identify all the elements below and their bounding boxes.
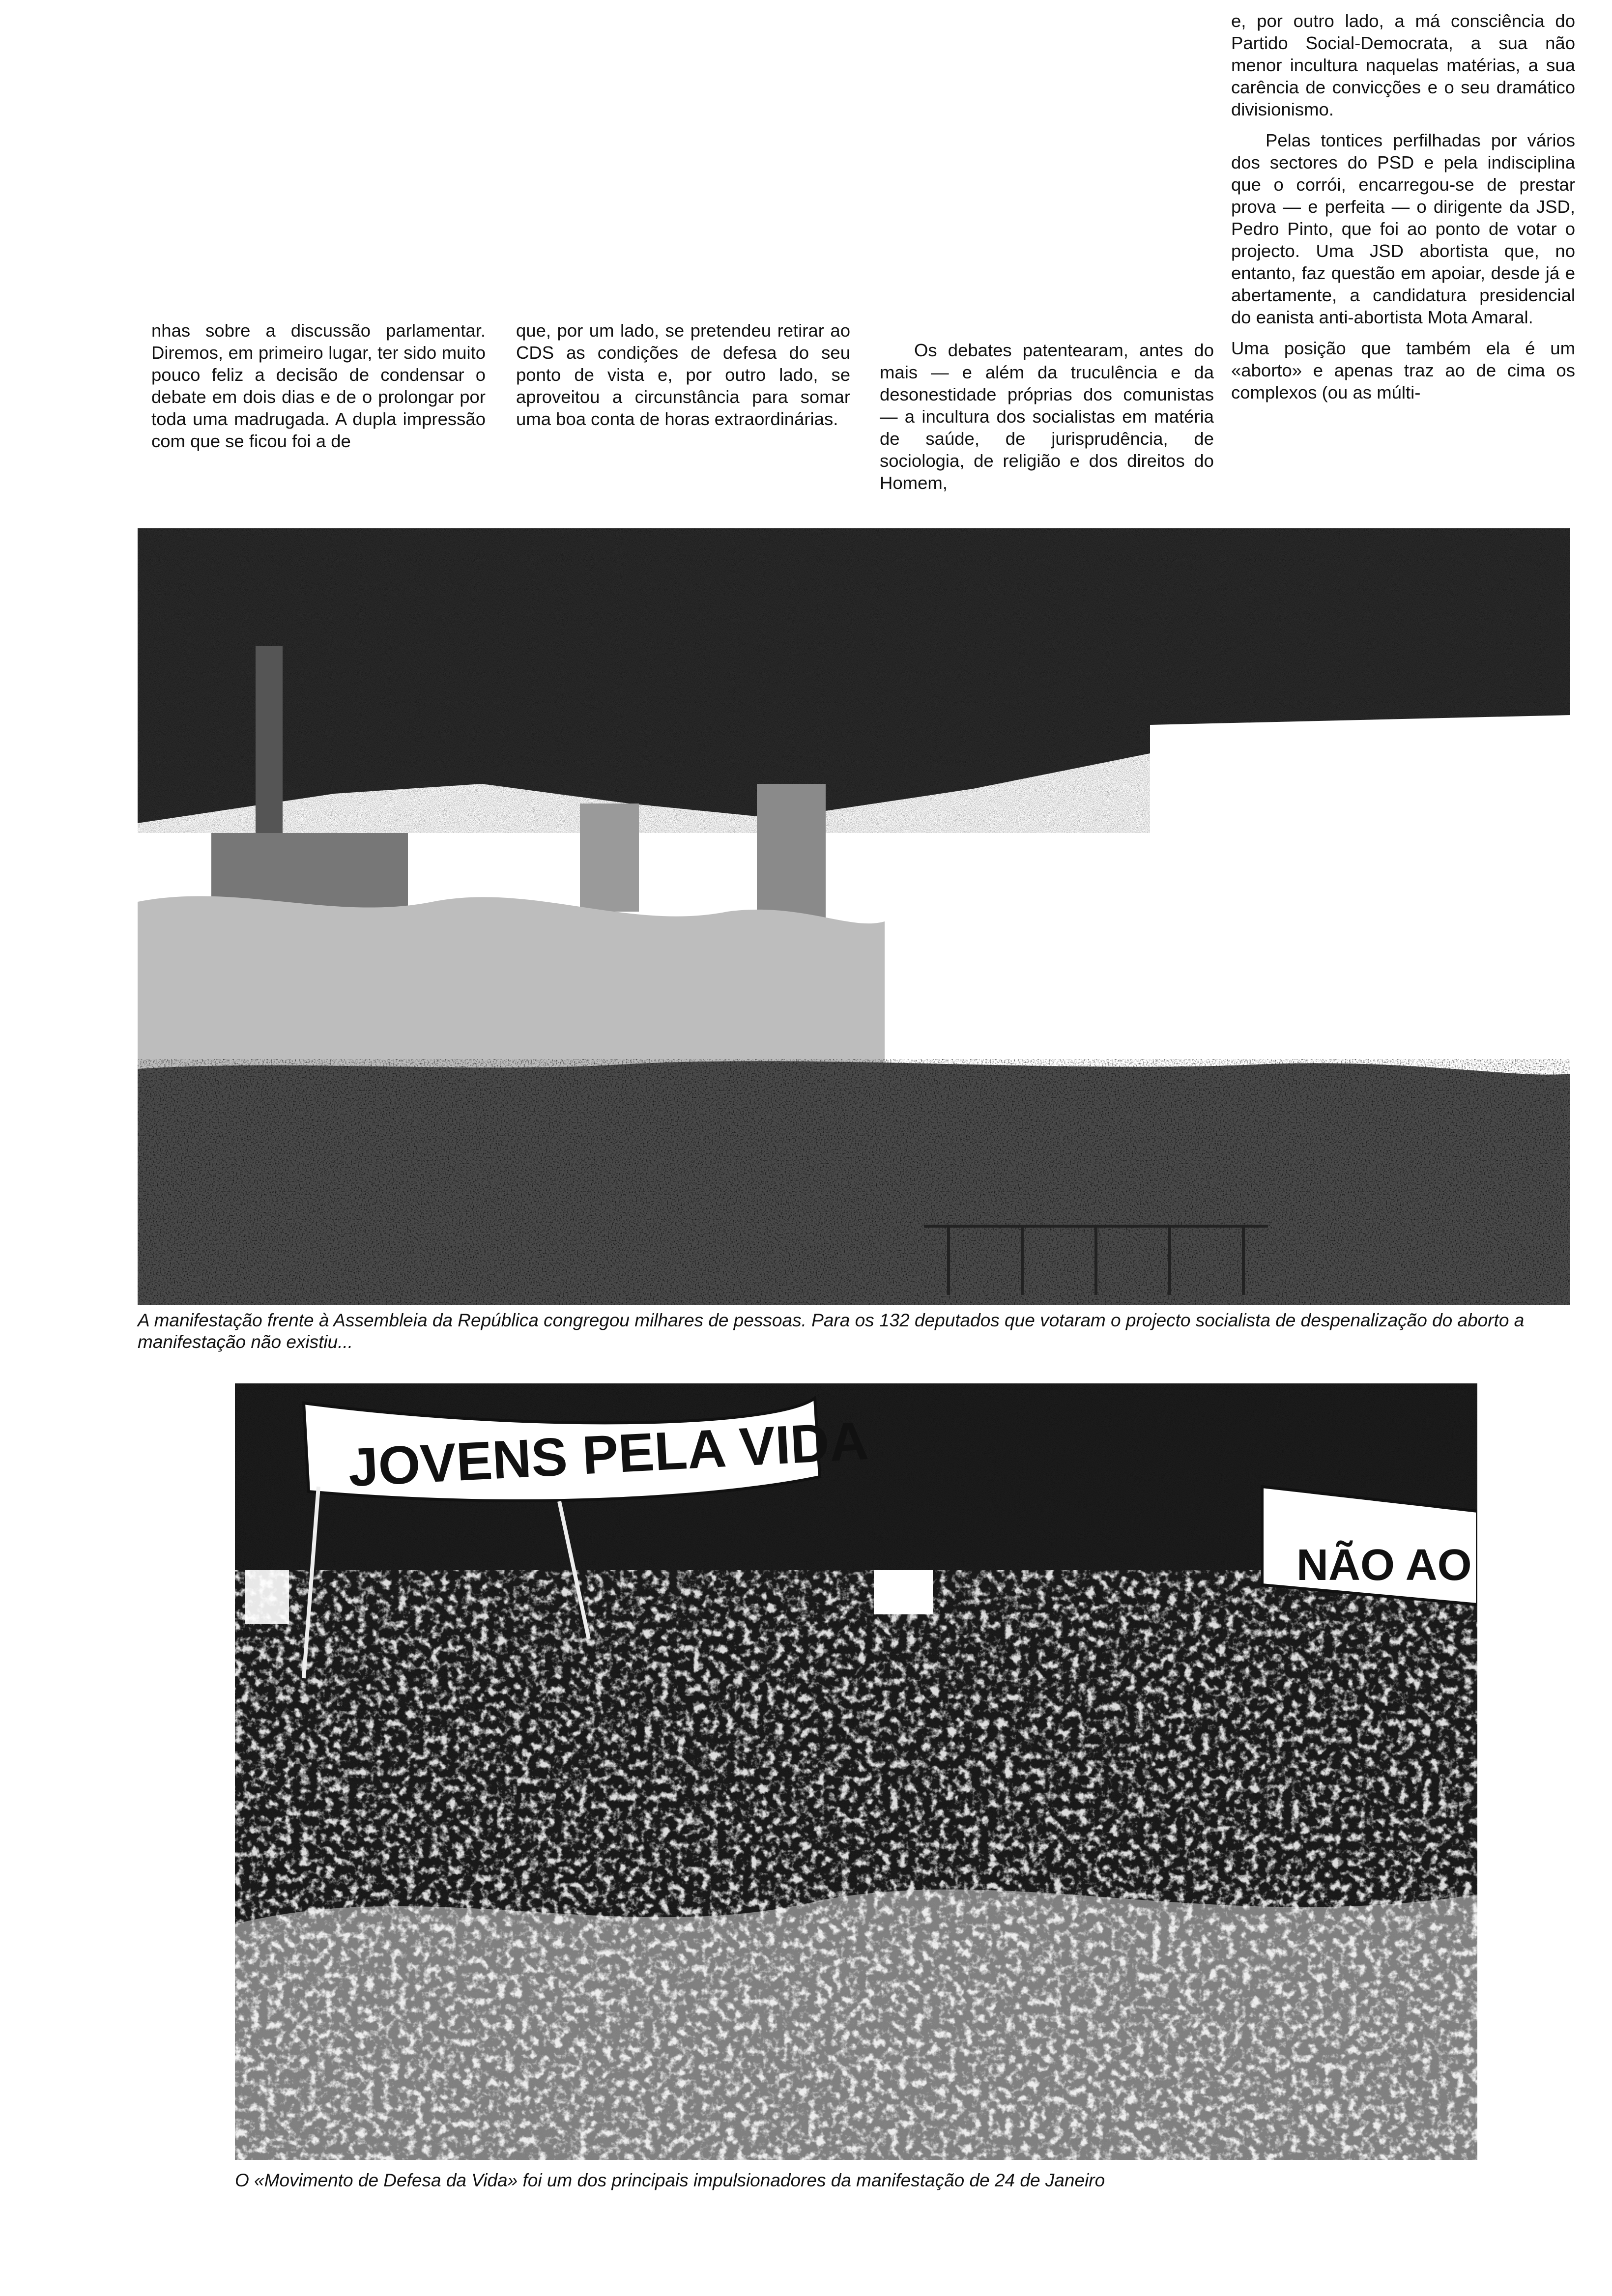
text-column-3 (880, 339, 1214, 503)
column-1-paragraph: nhas sobre a discussão parlamentar. Diremos, em primeiro lugar, ter sido muito pouco feliz a decisão de condensar o debate em dois dias e de o prolongar por toda uma madrugada. A dupla impressão com que se ficou foi a de (151, 320, 486, 451)
photo-rally-crowd-image (235, 1383, 1477, 2160)
photo-rally-crowd (235, 1383, 1477, 2160)
banner-right-text: NÃO AO (1296, 1541, 1472, 1590)
text-column-1 (151, 319, 486, 461)
photo-assembly-caption: A manifestação frente à Assembleia da República congregou milhares de pessoas. Para os 132 deputados que votaram o projecto socialista de despenalização do aborto a manifestação não existiu... (138, 1310, 1525, 1352)
photo-rally-caption: O «Movimento de Defesa da Vida» foi um dos principais impulsionadores da manifestação de 24 de Janeiro (235, 2170, 1105, 2190)
photo-assembly-crowd-image (138, 528, 1570, 1305)
column-4-paragraph-2: Pelas tontices perfilhadas por vários dos sectores do PSD e pela indisciplina que o corrói, encarregou-se de prestar prova — e perfeita — o dirigente da JSD, Pedro Pinto, que foi ao ponto de votar o projecto. Uma JSD abortista que, no entanto, faz questão em apoiar, desde já e abertamente, a candidatura presidencial do eanista anti-abortista Mota Amaral. (1231, 130, 1575, 327)
column-4-paragraph-1: e, por outro lado, a má consciência do Partido Social-Democrata, a sua não menor incultura naquelas matérias, a sua carência de convicções e o seu dramático divisionismo. (1231, 11, 1575, 119)
photo-assembly-crowd (138, 528, 1570, 1305)
text-column-2 (516, 319, 850, 439)
column-3-paragraph: Os debates patentearam, antes do mais — e além da truculência e da desonestidade próprias dos comunistas — a incultura dos socialistas em matéria de saúde, de jurisprudência, de sociologia, de religião e dos direitos do Homem, (880, 340, 1214, 493)
column-2-paragraph: que, por um lado, se pretendeu retirar ao CDS as condições de defesa do seu ponto de vista e, por outro lado, se aproveitou a circunstância para somar uma boa conta de horas extraordinárias. (516, 320, 850, 429)
banner-left-text: JOVENS PELA VIDA (346, 1410, 870, 1498)
text-column-4 (1231, 10, 1575, 412)
column-4-paragraph-3: Uma posição que também ela é um «aborto» e apenas traz ao de cima os complexos (ou as múlti- (1231, 338, 1575, 402)
